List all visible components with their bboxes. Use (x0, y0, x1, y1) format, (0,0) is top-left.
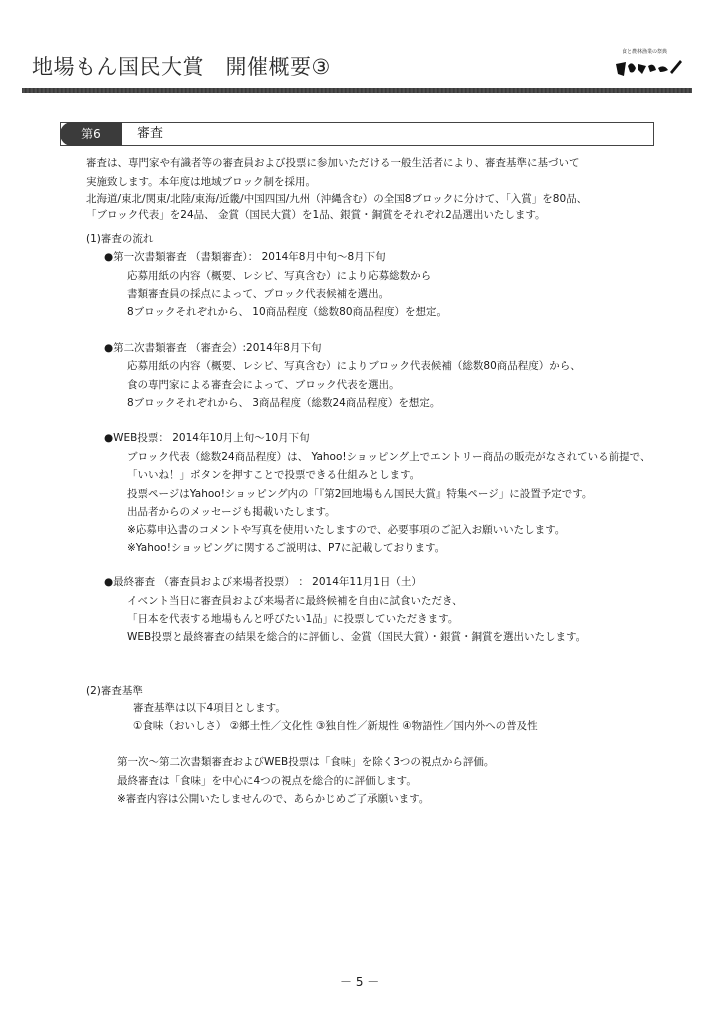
stage-title: ●最終審査 （審査員および来場者投票） ： 2014年11月1日（土） (104, 576, 422, 588)
section-number: 第6 (60, 122, 122, 146)
stage-line: 応募用紙の内容（概要、レシピ、写真含む）によりブロック代表候補（総数80商品程度）から、 (127, 360, 581, 372)
intro-line: 実施致します。本年度は地域ブロック制を採用。 (86, 176, 316, 188)
criteria-note: ※審査内容は公開いたしませんので、あらかじめご了承願います。 (117, 793, 430, 805)
criteria-heading: (2)審査基準 (86, 685, 143, 697)
flow-heading: (1)審査の流れ (86, 233, 154, 245)
page-number: － 5 － (340, 975, 380, 989)
page-title: 地場もん国民大賞 開催概要③ (32, 55, 331, 79)
stage-line: ブロック代表（総数24商品程度）は、 Yahoo!ショッピング上でエントリー商品の販売がなされている前提で、 (127, 451, 651, 463)
intro-line: 審査は、専門家や有識者等の審査員および投票に参加いただける一般生活者により、審査基準に基づいて (86, 157, 580, 169)
section-header (60, 122, 654, 146)
stage-line: 「いいね！」ボタンを押すことで投票できる仕組みとします。 (127, 469, 421, 481)
stage-line: 8ブロックそれぞれから、 10商品程度（総数80商品程度）を想定。 (127, 306, 448, 318)
logo-caption: 食と農林漁業の祭典 (622, 49, 668, 55)
criteria-items: ①食味（おいしさ） ②郷土性／文化性 ③独自性／新規性 ④物語性／国内外への普及性 (133, 720, 538, 732)
stage-line: 投票ページはYahoo!ショッピング内の「『第2回地場もん国民大賞』特集ページ」に設置予定です。 (127, 488, 593, 500)
intro-line: 北海道/東北/関東/北陸/東海/近畿/中国四国/九州（沖縄含む）の全国8ブロックに分けて、「入賞」を80品、 (86, 193, 588, 205)
stage-line: ※応募申込書のコメントや写真を使用いたしますので、必要事項のご記入お願いいたします。 (127, 524, 566, 536)
criteria-note: 第一次～第二次書類審査およびWEB投票は「食味」を除く3つの視点から評価。 (117, 756, 495, 768)
stage-title: ●第二次書類審査 （審査会）:2014年8月下旬 (104, 342, 322, 354)
stage-line: 食の専門家による審査会によって、ブロック代表を選出。 (127, 379, 400, 391)
criteria-note: 最終審査は「食味」を中心に4つの視点を総合的に評価します。 (117, 775, 417, 787)
header-divider (22, 88, 692, 93)
stage-line: 「日本を代表する地場もんと呼びたい1品」に投票していただきます。 (127, 613, 459, 625)
criteria-intro: 審査基準は以下4項目とします。 (133, 702, 286, 714)
section-title: 審査 (137, 126, 164, 141)
stage-title: ●第一次書類審査 （書類審査）： 2014年8月中旬～8月下旬 (104, 251, 386, 263)
stage-line: 出品者からのメッセージも掲載いたします。 (127, 506, 336, 518)
logo-mark-icon (612, 56, 684, 80)
stage-line: イベント当日に審査員および来場者に最終候補を自由に試食いただき、 (127, 595, 463, 607)
stage-line: ※Yahoo!ショッピングに関するご説明は、P7に記載しております。 (127, 542, 446, 554)
stage-line: 応募用紙の内容（概要、レシピ、写真含む）により応募総数から (127, 270, 432, 282)
stage-line: WEB投票と最終審査の結果を総合的に評価し、金賞（国民大賞）・銀賞・銅賞を選出いたします。 (127, 631, 587, 643)
event-logo (612, 48, 684, 82)
intro-line: 「ブロック代表」を24品、 金賞（国民大賞）を1品、銀賞・銅賞をそれぞれ2品選出いたします。 (86, 209, 546, 221)
stage-line: 書類審査員の採点によって、ブロック代表候補を選出。 (127, 288, 390, 300)
stage-title: ●WEB投票： 2014年10月上旬～10月下旬 (104, 432, 310, 444)
stage-line: 8ブロックそれぞれから、 3商品程度（総数24商品程度）を想定。 (127, 397, 441, 409)
